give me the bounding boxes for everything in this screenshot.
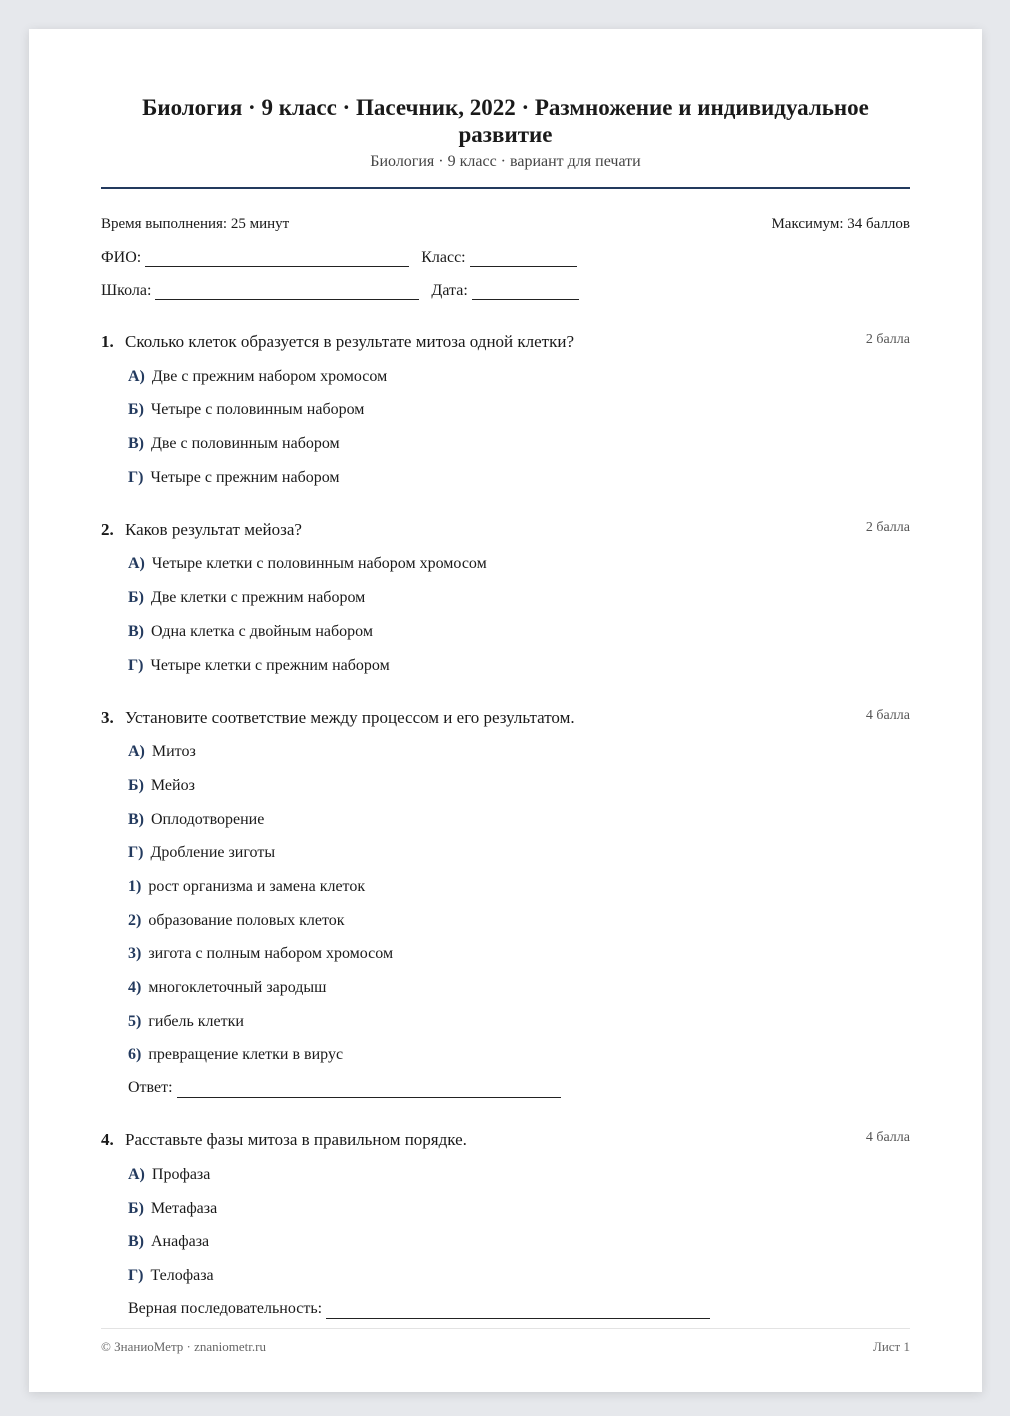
- answer-field[interactable]: [177, 1083, 561, 1098]
- option-item[interactable]: [128, 367, 910, 387]
- date-field[interactable]: [472, 285, 579, 300]
- match-text: рост организма и замена клеток: [148, 877, 366, 895]
- match-text: образование половых клеток: [148, 911, 345, 929]
- date-label: Дата:: [431, 282, 468, 299]
- option-text: Четыре с прежним набором: [150, 468, 340, 486]
- option-item: [128, 776, 910, 796]
- match-item: [128, 877, 910, 897]
- meta-row: [101, 214, 910, 234]
- question-header: [101, 1129, 910, 1151]
- question-text: Установите соответствие между процессом и его результатом.: [125, 707, 575, 727]
- question-header: [101, 519, 910, 541]
- option-item: [128, 1266, 910, 1286]
- question-points: 4 балла: [865, 707, 910, 723]
- option-item[interactable]: [128, 400, 910, 420]
- option-label: А): [128, 367, 145, 385]
- option-label: А): [128, 1166, 145, 1184]
- match-text: многоклеточный зародыш: [148, 979, 327, 996]
- footer-copyright: © ЗнаниоМетр · znaniometr.ru: [101, 1339, 266, 1354]
- option-item[interactable]: [128, 554, 910, 574]
- match-label: 4): [128, 979, 142, 996]
- option-text: Мейоз: [150, 776, 195, 794]
- option-text: Оплодотворение: [151, 810, 265, 828]
- option-text: Дробление зиготы: [150, 844, 276, 862]
- match-item: [128, 911, 910, 931]
- answer-label: Ответ:: [128, 1079, 173, 1097]
- question-3: [101, 707, 910, 1099]
- question-header: [101, 331, 910, 353]
- page-footer: [101, 1328, 910, 1355]
- match-text: превращение клетки в вирус: [148, 1046, 344, 1064]
- question-number: 1.: [101, 332, 114, 351]
- match-label: 1): [128, 877, 142, 895]
- option-text: Четыре с половинным набором: [150, 401, 365, 419]
- match-label: 3): [128, 945, 142, 963]
- option-text: Митоз: [151, 743, 196, 761]
- option-label: Г): [128, 656, 144, 674]
- page-title: Биология · 9 класс · Пасечник, 2022 · Размножение и индивидуальное развитие: [142, 95, 869, 147]
- class-label: Класс:: [421, 249, 466, 266]
- option-text: Четыре клетки с прежним набором: [150, 656, 390, 674]
- school-date-row: [101, 280, 910, 300]
- class-field[interactable]: [470, 252, 577, 267]
- question-number: 4.: [101, 1130, 114, 1150]
- option-label: А): [128, 743, 145, 761]
- match-label: 2): [128, 911, 142, 929]
- name-class-row: [101, 247, 910, 267]
- school-field[interactable]: [155, 285, 419, 300]
- option-item[interactable]: [128, 588, 910, 608]
- option-label: Г): [128, 468, 144, 486]
- sequence-answer-field[interactable]: [326, 1304, 710, 1319]
- option-item[interactable]: [128, 656, 910, 676]
- question-text: Сколько клеток образуется в результате митоза одной клетки?: [125, 332, 575, 351]
- question-points: 2 балла: [865, 332, 910, 347]
- question-text: Каков результат мейоза?: [125, 519, 302, 539]
- option-text: Одна клетка с двойным набором: [151, 622, 373, 640]
- question-number: 2.: [101, 519, 114, 539]
- option-label: Б): [128, 776, 144, 794]
- option-label: А): [128, 555, 145, 573]
- match-label: 6): [128, 1046, 142, 1064]
- option-item: [128, 742, 910, 762]
- answer-row: [128, 1078, 910, 1098]
- option-label: В): [128, 1233, 144, 1251]
- option-item: [128, 810, 910, 830]
- option-label: В): [128, 435, 144, 453]
- match-text: зигота с полным набором хромосом: [148, 945, 394, 963]
- option-label: Г): [128, 1267, 144, 1285]
- school-label: Школа:: [101, 282, 152, 299]
- option-label: Б): [128, 589, 144, 607]
- question-points: 2 балла: [865, 519, 910, 535]
- header-divider: [101, 187, 910, 189]
- question-points: 4 балла: [865, 1130, 910, 1146]
- match-item: [128, 1045, 910, 1065]
- option-item: [128, 1165, 910, 1185]
- option-item: [128, 1232, 910, 1252]
- option-text: Профаза: [151, 1166, 211, 1184]
- sequence-answer-label: Верная последовательность:: [128, 1300, 323, 1318]
- worksheet-content: [101, 29, 910, 1319]
- match-item: [128, 1012, 910, 1032]
- question-text: Расставьте фазы митоза в правильном порядке.: [125, 1130, 467, 1150]
- option-item[interactable]: [128, 622, 910, 642]
- option-label: Б): [128, 401, 144, 419]
- option-label: В): [128, 622, 144, 640]
- option-text: Две с половинным набором: [151, 435, 340, 453]
- question-header: [101, 707, 910, 729]
- option-label: Б): [128, 1199, 144, 1217]
- option-text: Метафаза: [150, 1199, 218, 1217]
- option-item: [128, 1199, 910, 1219]
- option-text: Две клетки с прежним набором: [150, 589, 366, 607]
- option-text: Четыре клетки с половинным набором хромосом: [151, 555, 487, 573]
- option-text: Две с прежним набором хромосом: [151, 367, 388, 385]
- question-number: 3.: [101, 707, 114, 727]
- option-label: В): [128, 810, 144, 828]
- option-item[interactable]: [128, 434, 910, 454]
- option-label: Г): [128, 844, 144, 862]
- page-subtitle: Биология · 9 класс · вариант для печати: [370, 153, 641, 170]
- worksheet-page: [29, 29, 982, 1392]
- sequence-answer-row: [128, 1299, 910, 1319]
- match-item: [128, 978, 910, 998]
- time-limit: Время выполнения: 25 минут: [101, 216, 290, 232]
- max-score: Максимум: 34 баллов: [771, 216, 910, 232]
- option-item: [128, 843, 910, 863]
- match-item: [128, 944, 910, 964]
- option-item[interactable]: [128, 468, 910, 488]
- match-label: 5): [128, 1012, 142, 1030]
- option-text: Анафаза: [151, 1233, 210, 1251]
- name-label: ФИО:: [101, 249, 142, 266]
- question-1: [101, 331, 910, 488]
- option-text: Телофаза: [150, 1267, 214, 1285]
- footer-page-number: Лист 1: [873, 1339, 910, 1354]
- name-field[interactable]: [145, 252, 409, 267]
- question-4: [101, 1129, 910, 1319]
- question-2: [101, 519, 910, 676]
- match-text: гибель клетки: [148, 1012, 244, 1030]
